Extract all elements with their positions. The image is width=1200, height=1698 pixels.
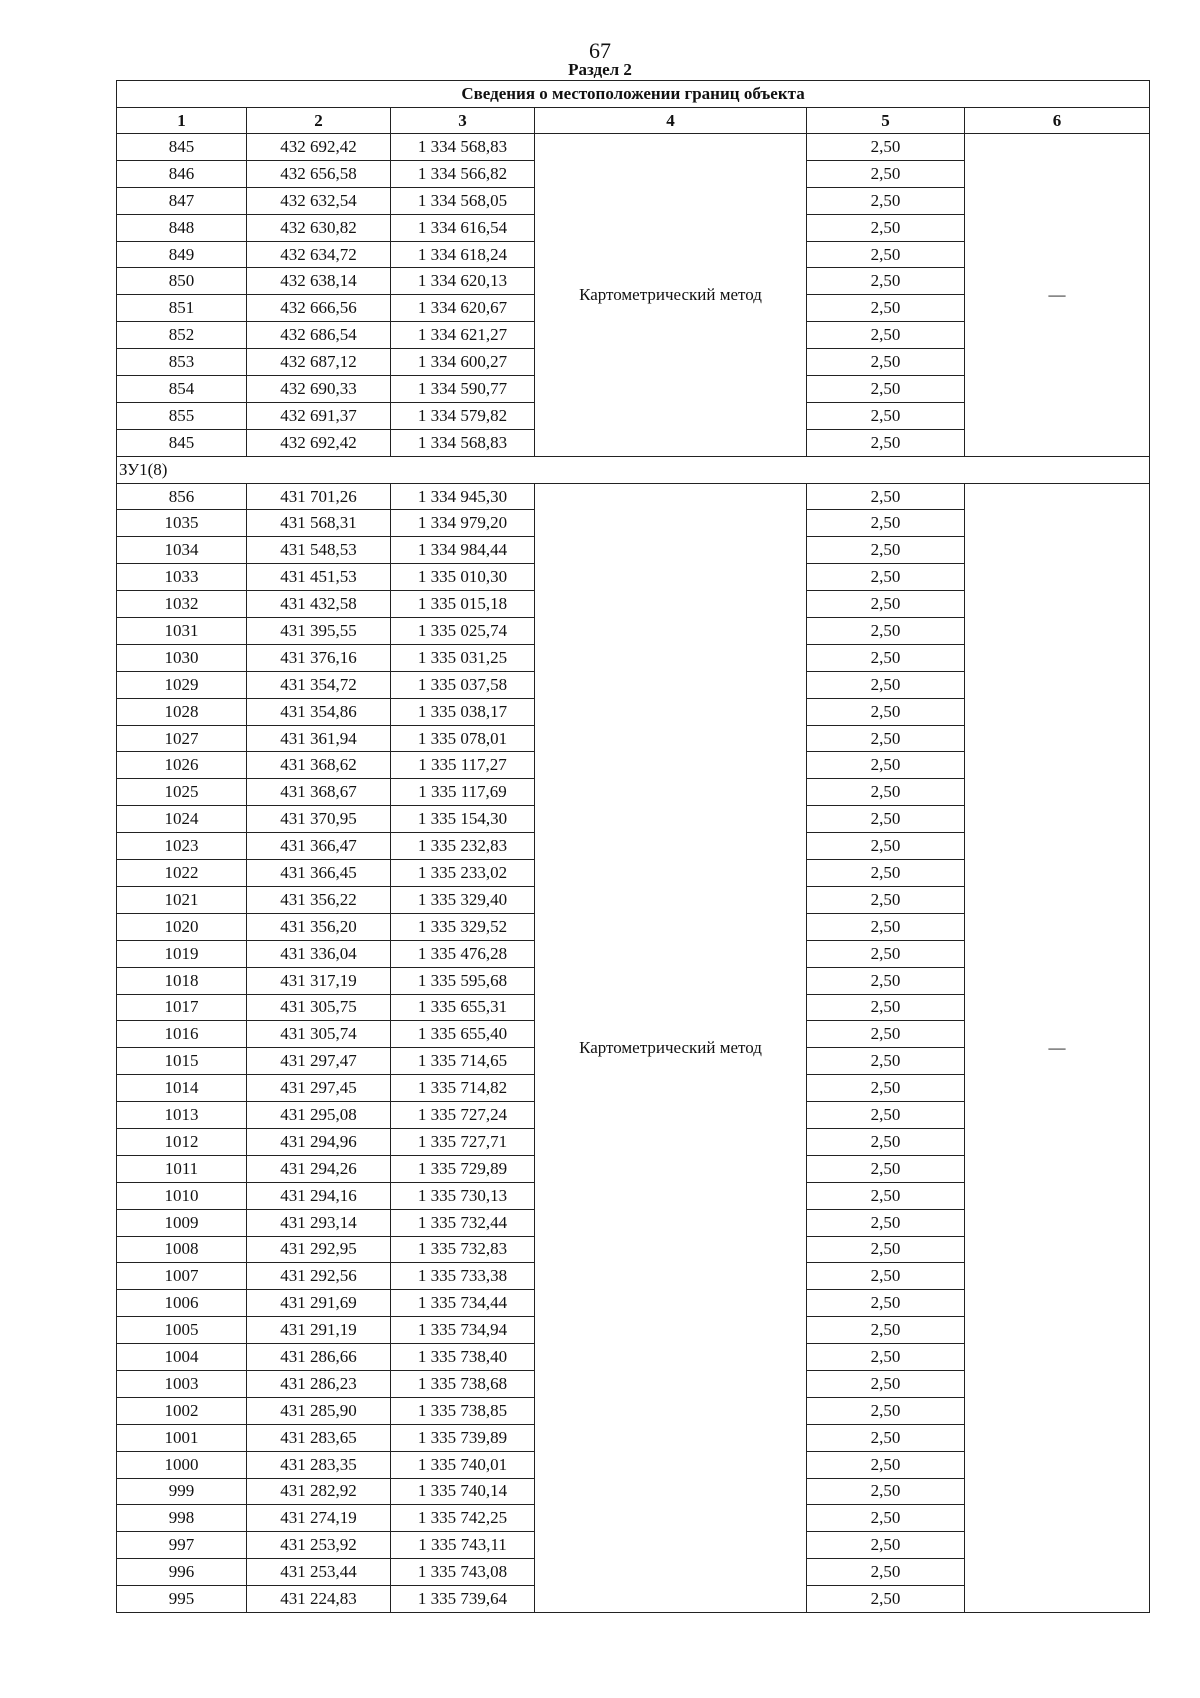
point-number-cell: 997 <box>117 1532 247 1559</box>
x-coordinate-cell: 431 274,19 <box>247 1505 391 1532</box>
point-number-cell: 1031 <box>117 618 247 645</box>
point-number-cell: 1023 <box>117 833 247 860</box>
accuracy-cell: 2,50 <box>807 214 965 241</box>
point-number-cell: 1005 <box>117 1317 247 1344</box>
accuracy-cell: 2,50 <box>807 1451 965 1478</box>
x-coordinate-cell: 431 368,62 <box>247 752 391 779</box>
y-coordinate-cell: 1 335 727,71 <box>391 1128 535 1155</box>
y-coordinate-cell: 1 335 655,31 <box>391 994 535 1021</box>
y-coordinate-cell: 1 335 595,68 <box>391 967 535 994</box>
accuracy-cell: 2,50 <box>807 1317 965 1344</box>
accuracy-cell: 2,50 <box>807 1559 965 1586</box>
y-coordinate-cell: 1 334 984,44 <box>391 537 535 564</box>
description-cell: — <box>965 483 1150 1612</box>
accuracy-cell: 2,50 <box>807 241 965 268</box>
column-header: 3 <box>391 108 535 134</box>
point-number-cell: 1025 <box>117 779 247 806</box>
y-coordinate-cell: 1 335 038,17 <box>391 698 535 725</box>
y-coordinate-cell: 1 335 732,83 <box>391 1236 535 1263</box>
x-coordinate-cell: 431 294,16 <box>247 1182 391 1209</box>
accuracy-cell: 2,50 <box>807 537 965 564</box>
accuracy-cell: 2,50 <box>807 134 965 161</box>
x-coordinate-cell: 431 297,47 <box>247 1048 391 1075</box>
point-number-cell: 1007 <box>117 1263 247 1290</box>
point-number-cell: 1030 <box>117 644 247 671</box>
x-coordinate-cell: 432 690,33 <box>247 376 391 403</box>
point-number-cell: 1003 <box>117 1370 247 1397</box>
x-coordinate-cell: 432 692,42 <box>247 429 391 456</box>
point-number-cell: 855 <box>117 402 247 429</box>
y-coordinate-cell: 1 335 329,40 <box>391 886 535 913</box>
boundary-table <box>116 80 1150 1613</box>
accuracy-cell: 2,50 <box>807 1344 965 1371</box>
point-number-cell: 846 <box>117 160 247 187</box>
x-coordinate-cell: 431 286,66 <box>247 1344 391 1371</box>
point-number-cell: 852 <box>117 322 247 349</box>
y-coordinate-cell: 1 334 566,82 <box>391 160 535 187</box>
point-number-cell: 1014 <box>117 1075 247 1102</box>
accuracy-cell: 2,50 <box>807 591 965 618</box>
x-coordinate-cell: 432 691,37 <box>247 402 391 429</box>
accuracy-cell: 2,50 <box>807 913 965 940</box>
accuracy-cell: 2,50 <box>807 564 965 591</box>
accuracy-cell: 2,50 <box>807 1263 965 1290</box>
x-coordinate-cell: 431 291,69 <box>247 1290 391 1317</box>
y-coordinate-cell: 1 335 739,89 <box>391 1424 535 1451</box>
y-coordinate-cell: 1 334 568,83 <box>391 429 535 456</box>
point-number-cell: 1002 <box>117 1397 247 1424</box>
x-coordinate-cell: 431 224,83 <box>247 1586 391 1613</box>
point-number-cell: 854 <box>117 376 247 403</box>
method-cell: Картометрический метод <box>535 483 807 1612</box>
point-number-cell: 1035 <box>117 510 247 537</box>
point-number-cell: 1021 <box>117 886 247 913</box>
point-number-cell: 1004 <box>117 1344 247 1371</box>
x-coordinate-cell: 431 354,72 <box>247 671 391 698</box>
accuracy-cell: 2,50 <box>807 1021 965 1048</box>
x-coordinate-cell: 431 361,94 <box>247 725 391 752</box>
description-cell: — <box>965 134 1150 457</box>
accuracy-cell: 2,50 <box>807 1209 965 1236</box>
point-number-cell: 1026 <box>117 752 247 779</box>
x-coordinate-cell: 431 295,08 <box>247 1102 391 1129</box>
table-caption-row <box>117 81 1150 108</box>
land-plot-subheader-row <box>117 456 1150 483</box>
x-coordinate-cell: 431 286,23 <box>247 1370 391 1397</box>
y-coordinate-cell: 1 334 979,20 <box>391 510 535 537</box>
point-number-cell: 1022 <box>117 860 247 887</box>
x-coordinate-cell: 431 292,56 <box>247 1263 391 1290</box>
table-row <box>117 483 1150 510</box>
point-number-cell: 1028 <box>117 698 247 725</box>
x-coordinate-cell: 432 630,82 <box>247 214 391 241</box>
accuracy-cell: 2,50 <box>807 1236 965 1263</box>
x-coordinate-cell: 431 294,96 <box>247 1128 391 1155</box>
accuracy-cell: 2,50 <box>807 806 965 833</box>
x-coordinate-cell: 431 292,95 <box>247 1236 391 1263</box>
x-coordinate-cell: 432 634,72 <box>247 241 391 268</box>
y-coordinate-cell: 1 335 738,68 <box>391 1370 535 1397</box>
point-number-cell: 1033 <box>117 564 247 591</box>
accuracy-cell: 2,50 <box>807 698 965 725</box>
table-header-row <box>117 108 1150 134</box>
y-coordinate-cell: 1 335 740,01 <box>391 1451 535 1478</box>
point-number-cell: 996 <box>117 1559 247 1586</box>
x-coordinate-cell: 431 285,90 <box>247 1397 391 1424</box>
table-caption: Сведения о местоположении границ объекта <box>117 81 1150 108</box>
point-number-cell: 1016 <box>117 1021 247 1048</box>
y-coordinate-cell: 1 334 579,82 <box>391 402 535 429</box>
x-coordinate-cell: 432 632,54 <box>247 187 391 214</box>
y-coordinate-cell: 1 335 476,28 <box>391 940 535 967</box>
x-coordinate-cell: 431 291,19 <box>247 1317 391 1344</box>
x-coordinate-cell: 431 366,47 <box>247 833 391 860</box>
y-coordinate-cell: 1 335 727,24 <box>391 1102 535 1129</box>
accuracy-cell: 2,50 <box>807 1155 965 1182</box>
y-coordinate-cell: 1 335 010,30 <box>391 564 535 591</box>
y-coordinate-cell: 1 335 025,74 <box>391 618 535 645</box>
x-coordinate-cell: 431 366,45 <box>247 860 391 887</box>
point-number-cell: 1020 <box>117 913 247 940</box>
y-coordinate-cell: 1 335 078,01 <box>391 725 535 752</box>
x-coordinate-cell: 431 305,74 <box>247 1021 391 1048</box>
accuracy-cell: 2,50 <box>807 1290 965 1317</box>
y-coordinate-cell: 1 334 945,30 <box>391 483 535 510</box>
x-coordinate-cell: 431 297,45 <box>247 1075 391 1102</box>
accuracy-cell: 2,50 <box>807 483 965 510</box>
y-coordinate-cell: 1 334 618,24 <box>391 241 535 268</box>
y-coordinate-cell: 1 334 568,05 <box>391 187 535 214</box>
accuracy-cell: 2,50 <box>807 1048 965 1075</box>
y-coordinate-cell: 1 335 739,64 <box>391 1586 535 1613</box>
accuracy-cell: 2,50 <box>807 1397 965 1424</box>
y-coordinate-cell: 1 335 740,14 <box>391 1478 535 1505</box>
y-coordinate-cell: 1 335 015,18 <box>391 591 535 618</box>
point-number-cell: 1009 <box>117 1209 247 1236</box>
y-coordinate-cell: 1 334 616,54 <box>391 214 535 241</box>
y-coordinate-cell: 1 335 154,30 <box>391 806 535 833</box>
point-number-cell: 853 <box>117 349 247 376</box>
x-coordinate-cell: 431 376,16 <box>247 644 391 671</box>
accuracy-cell: 2,50 <box>807 1075 965 1102</box>
x-coordinate-cell: 431 305,75 <box>247 994 391 1021</box>
x-coordinate-cell: 431 548,53 <box>247 537 391 564</box>
accuracy-cell: 2,50 <box>807 160 965 187</box>
x-coordinate-cell: 431 253,44 <box>247 1559 391 1586</box>
accuracy-cell: 2,50 <box>807 376 965 403</box>
y-coordinate-cell: 1 335 117,69 <box>391 779 535 806</box>
column-header: 1 <box>117 108 247 134</box>
point-number-cell: 1034 <box>117 537 247 564</box>
y-coordinate-cell: 1 335 734,94 <box>391 1317 535 1344</box>
point-number-cell: 1012 <box>117 1128 247 1155</box>
accuracy-cell: 2,50 <box>807 295 965 322</box>
accuracy-cell: 2,50 <box>807 1182 965 1209</box>
x-coordinate-cell: 431 293,14 <box>247 1209 391 1236</box>
y-coordinate-cell: 1 335 232,83 <box>391 833 535 860</box>
column-header: 2 <box>247 108 391 134</box>
point-number-cell: 848 <box>117 214 247 241</box>
accuracy-cell: 2,50 <box>807 618 965 645</box>
accuracy-cell: 2,50 <box>807 940 965 967</box>
point-number-cell: 1010 <box>117 1182 247 1209</box>
point-number-cell: 1018 <box>117 967 247 994</box>
y-coordinate-cell: 1 335 738,40 <box>391 1344 535 1371</box>
point-number-cell: 851 <box>117 295 247 322</box>
x-coordinate-cell: 431 282,92 <box>247 1478 391 1505</box>
accuracy-cell: 2,50 <box>807 349 965 376</box>
y-coordinate-cell: 1 335 730,13 <box>391 1182 535 1209</box>
y-coordinate-cell: 1 335 714,82 <box>391 1075 535 1102</box>
accuracy-cell: 2,50 <box>807 833 965 860</box>
x-coordinate-cell: 431 294,26 <box>247 1155 391 1182</box>
x-coordinate-cell: 432 692,42 <box>247 134 391 161</box>
method-cell: Картометрический метод <box>535 134 807 457</box>
point-number-cell: 1006 <box>117 1290 247 1317</box>
point-number-cell: 1000 <box>117 1451 247 1478</box>
y-coordinate-cell: 1 335 733,38 <box>391 1263 535 1290</box>
accuracy-cell: 2,50 <box>807 268 965 295</box>
y-coordinate-cell: 1 334 620,67 <box>391 295 535 322</box>
accuracy-cell: 2,50 <box>807 994 965 1021</box>
x-coordinate-cell: 431 356,22 <box>247 886 391 913</box>
accuracy-cell: 2,50 <box>807 752 965 779</box>
point-number-cell: 845 <box>117 134 247 161</box>
accuracy-cell: 2,50 <box>807 860 965 887</box>
accuracy-cell: 2,50 <box>807 725 965 752</box>
accuracy-cell: 2,50 <box>807 322 965 349</box>
y-coordinate-cell: 1 334 620,13 <box>391 268 535 295</box>
point-number-cell: 847 <box>117 187 247 214</box>
y-coordinate-cell: 1 335 732,44 <box>391 1209 535 1236</box>
x-coordinate-cell: 431 432,58 <box>247 591 391 618</box>
column-header: 4 <box>535 108 807 134</box>
y-coordinate-cell: 1 335 037,58 <box>391 671 535 698</box>
point-number-cell: 849 <box>117 241 247 268</box>
y-coordinate-cell: 1 334 568,83 <box>391 134 535 161</box>
y-coordinate-cell: 1 335 729,89 <box>391 1155 535 1182</box>
point-number-cell: 850 <box>117 268 247 295</box>
point-number-cell: 999 <box>117 1478 247 1505</box>
x-coordinate-cell: 431 395,55 <box>247 618 391 645</box>
land-plot-label: ЗУ1(8) <box>117 456 1150 483</box>
y-coordinate-cell: 1 335 734,44 <box>391 1290 535 1317</box>
point-number-cell: 1027 <box>117 725 247 752</box>
x-coordinate-cell: 431 356,20 <box>247 913 391 940</box>
accuracy-cell: 2,50 <box>807 429 965 456</box>
y-coordinate-cell: 1 335 742,25 <box>391 1505 535 1532</box>
y-coordinate-cell: 1 335 655,40 <box>391 1021 535 1048</box>
x-coordinate-cell: 431 283,65 <box>247 1424 391 1451</box>
x-coordinate-cell: 431 701,26 <box>247 483 391 510</box>
page-number: 67 <box>589 38 611 63</box>
accuracy-cell: 2,50 <box>807 644 965 671</box>
x-coordinate-cell: 431 451,53 <box>247 564 391 591</box>
point-number-cell: 1017 <box>117 994 247 1021</box>
x-coordinate-cell: 431 253,92 <box>247 1532 391 1559</box>
point-number-cell: 845 <box>117 429 247 456</box>
y-coordinate-cell: 1 334 590,77 <box>391 376 535 403</box>
x-coordinate-cell: 432 686,54 <box>247 322 391 349</box>
x-coordinate-cell: 431 336,04 <box>247 940 391 967</box>
accuracy-cell: 2,50 <box>807 510 965 537</box>
y-coordinate-cell: 1 335 031,25 <box>391 644 535 671</box>
accuracy-cell: 2,50 <box>807 1505 965 1532</box>
y-coordinate-cell: 1 335 738,85 <box>391 1397 535 1424</box>
accuracy-cell: 2,50 <box>807 671 965 698</box>
y-coordinate-cell: 1 335 743,11 <box>391 1532 535 1559</box>
y-coordinate-cell: 1 335 233,02 <box>391 860 535 887</box>
y-coordinate-cell: 1 335 117,27 <box>391 752 535 779</box>
point-number-cell: 1011 <box>117 1155 247 1182</box>
y-coordinate-cell: 1 334 621,27 <box>391 322 535 349</box>
accuracy-cell: 2,50 <box>807 1478 965 1505</box>
accuracy-cell: 2,50 <box>807 1128 965 1155</box>
accuracy-cell: 2,50 <box>807 1586 965 1613</box>
y-coordinate-cell: 1 334 600,27 <box>391 349 535 376</box>
point-number-cell: 1032 <box>117 591 247 618</box>
accuracy-cell: 2,50 <box>807 187 965 214</box>
x-coordinate-cell: 431 368,67 <box>247 779 391 806</box>
accuracy-cell: 2,50 <box>807 1102 965 1129</box>
boundary-table-body <box>117 81 1150 1613</box>
y-coordinate-cell: 1 335 329,52 <box>391 913 535 940</box>
x-coordinate-cell: 431 370,95 <box>247 806 391 833</box>
point-number-cell: 1024 <box>117 806 247 833</box>
accuracy-cell: 2,50 <box>807 1424 965 1451</box>
point-number-cell: 998 <box>117 1505 247 1532</box>
point-number-cell: 1001 <box>117 1424 247 1451</box>
point-number-cell: 1029 <box>117 671 247 698</box>
y-coordinate-cell: 1 335 714,65 <box>391 1048 535 1075</box>
x-coordinate-cell: 431 568,31 <box>247 510 391 537</box>
column-header: 5 <box>807 108 965 134</box>
column-header: 6 <box>965 108 1150 134</box>
point-number-cell: 1008 <box>117 1236 247 1263</box>
x-coordinate-cell: 431 283,35 <box>247 1451 391 1478</box>
table-row <box>117 134 1150 161</box>
x-coordinate-cell: 431 317,19 <box>247 967 391 994</box>
accuracy-cell: 2,50 <box>807 1532 965 1559</box>
x-coordinate-cell: 432 638,14 <box>247 268 391 295</box>
section-title: Раздел 2 <box>568 60 632 79</box>
x-coordinate-cell: 432 656,58 <box>247 160 391 187</box>
point-number-cell: 1013 <box>117 1102 247 1129</box>
point-number-cell: 1015 <box>117 1048 247 1075</box>
accuracy-cell: 2,50 <box>807 402 965 429</box>
accuracy-cell: 2,50 <box>807 886 965 913</box>
accuracy-cell: 2,50 <box>807 967 965 994</box>
point-number-cell: 856 <box>117 483 247 510</box>
x-coordinate-cell: 432 666,56 <box>247 295 391 322</box>
accuracy-cell: 2,50 <box>807 779 965 806</box>
point-number-cell: 995 <box>117 1586 247 1613</box>
x-coordinate-cell: 432 687,12 <box>247 349 391 376</box>
accuracy-cell: 2,50 <box>807 1370 965 1397</box>
y-coordinate-cell: 1 335 743,08 <box>391 1559 535 1586</box>
x-coordinate-cell: 431 354,86 <box>247 698 391 725</box>
point-number-cell: 1019 <box>117 940 247 967</box>
